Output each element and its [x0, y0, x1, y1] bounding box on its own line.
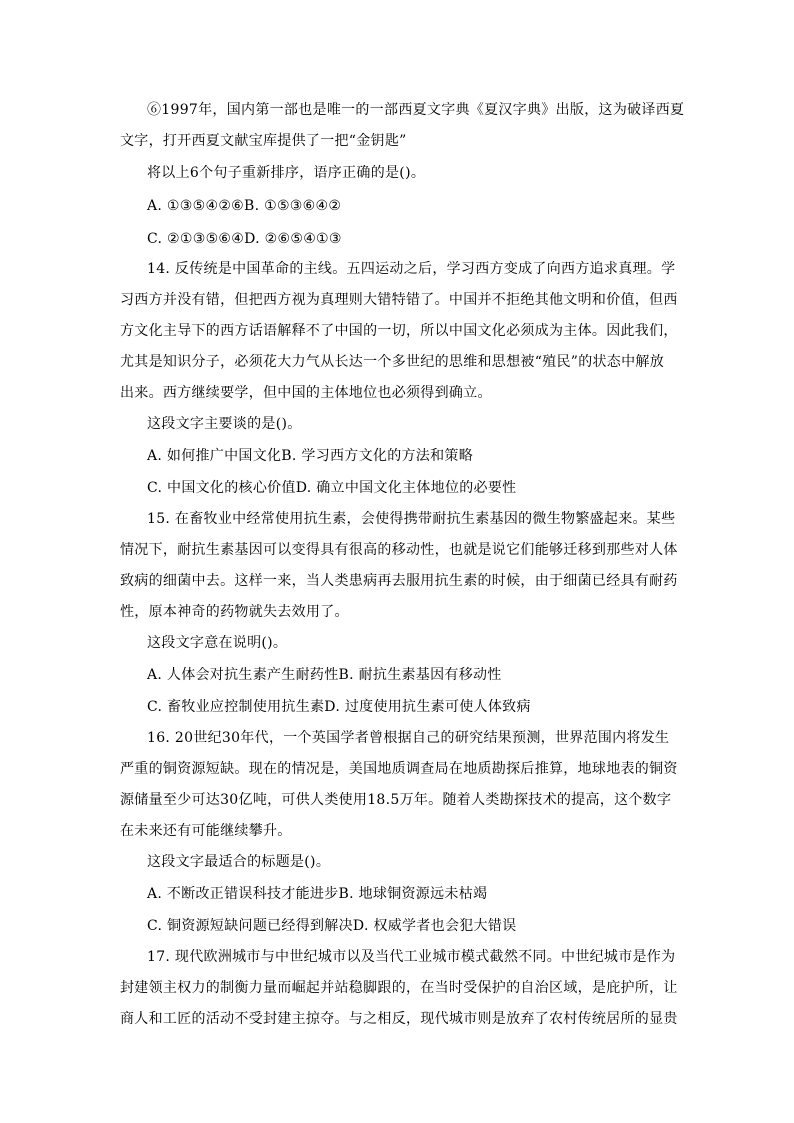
question-14-stem: 14. 反传统是中国革命的主线。五四运动之后，学习西方变成了向西方追求真理。学 — [147, 261, 676, 277]
text-line: 严重的铜资源短缺。现在的情况是，美国地质调查局在地质勘探后推算，地球地表的铜资 — [120, 761, 678, 777]
text-line: 尤其是知识分子，必须花大力气从长达一个多世纪的思维和思想被“殖民”的状态中解放 — [120, 354, 665, 370]
question-prompt: 将以上6个句子重新排序，语序正确的是()。 — [147, 165, 426, 181]
answer-option: A. 人体会对抗生素产生耐药性B. 耐抗生素基因有移动性 — [147, 667, 502, 683]
question-15-stem: 15. 在畜牧业中经常使用抗生素，会使得携带耐抗生素基因的微生物繁盛起来。某些 — [147, 511, 676, 527]
text-line: 习西方并没有错，但把西方视为真理则大错特错了。中国并不拒绝其他文明和价值，但西 — [120, 292, 678, 308]
text-line: 方文化主导下的西方话语解释不了中国的一切，所以中国文化必须成为主体。因此我们， — [120, 323, 678, 339]
answer-option: C. ②①③⑤⑥④D. ②⑥⑤④①③ — [147, 231, 342, 247]
text-line: 性，原本神奇的药物就失去效用了。 — [120, 604, 349, 620]
question-prompt: 这段文字主要谈的是()。 — [147, 416, 302, 432]
answer-option: C. 畜牧业应控制使用抗生素D. 过度使用抗生素可使人体致病 — [147, 699, 531, 715]
answer-option: A. 如何推广中国文化B. 学习西方文化的方法和策略 — [147, 448, 473, 464]
answer-option: C. 铜资源短缺问题已经得到解决D. 权威学者也会犯大错误 — [147, 918, 517, 934]
answer-option: C. 中国文化的核心价值D. 确立中国文化主体地位的必要性 — [147, 480, 517, 496]
text-line: 在未来还有可能继续攀升。 — [120, 823, 292, 839]
answer-option: A. ①③⑤④②⑥B. ①⑤③⑥④② — [147, 198, 342, 214]
question-prompt: 这段文字最适合的标题是()。 — [147, 854, 331, 870]
text-line: 封建领主权力的制衡力量而崛起并站稳脚跟的，在当时受保护的自治区域，是庇护所，让 — [120, 980, 678, 996]
text-line: 文字，打开西夏文献宝库提供了一把“金钥匙” — [120, 133, 407, 149]
answer-option: A. 不断改正错误科技才能进步B. 地球铜资源远未枯竭 — [147, 886, 488, 902]
question-16-stem: 16. 20世纪30年代，一个英国学者曾根据自己的研究结果预测，世界范围内将发生 — [147, 730, 670, 746]
text-line: 情况下，耐抗生素基因可以变得具有很高的移动性，也就是说它们能够迁移到那些对人体 — [120, 542, 678, 558]
text-line: 出来。西方继续要学，但中国的主体地位也必须得到确立。 — [120, 385, 492, 401]
question-prompt: 这段文字意在说明()。 — [147, 635, 288, 651]
text-line: ⑥1997年，国内第一部也是唯一的一部西夏文字典《夏汉字典》出版，这为破译西夏 — [147, 102, 685, 118]
text-line: 商人和工匠的活动不受封建主掠夺。与之相反，现代城市则是放弃了农村传统居所的显贵 — [120, 1011, 678, 1027]
question-17-stem: 17. 现代欧洲城市与中世纪城市以及当代工业城市模式截然不同。中世纪城市是作为 — [147, 949, 676, 965]
text-line: 致病的细菌中去。这样一来，当人类患病再去服用抗生素的时候，由于细菌已经具有耐药 — [120, 573, 678, 589]
text-line: 源储量至少可达30亿吨，可供人类使用18.5万年。随着人类勘探技术的提高，这个数字 — [120, 792, 672, 808]
